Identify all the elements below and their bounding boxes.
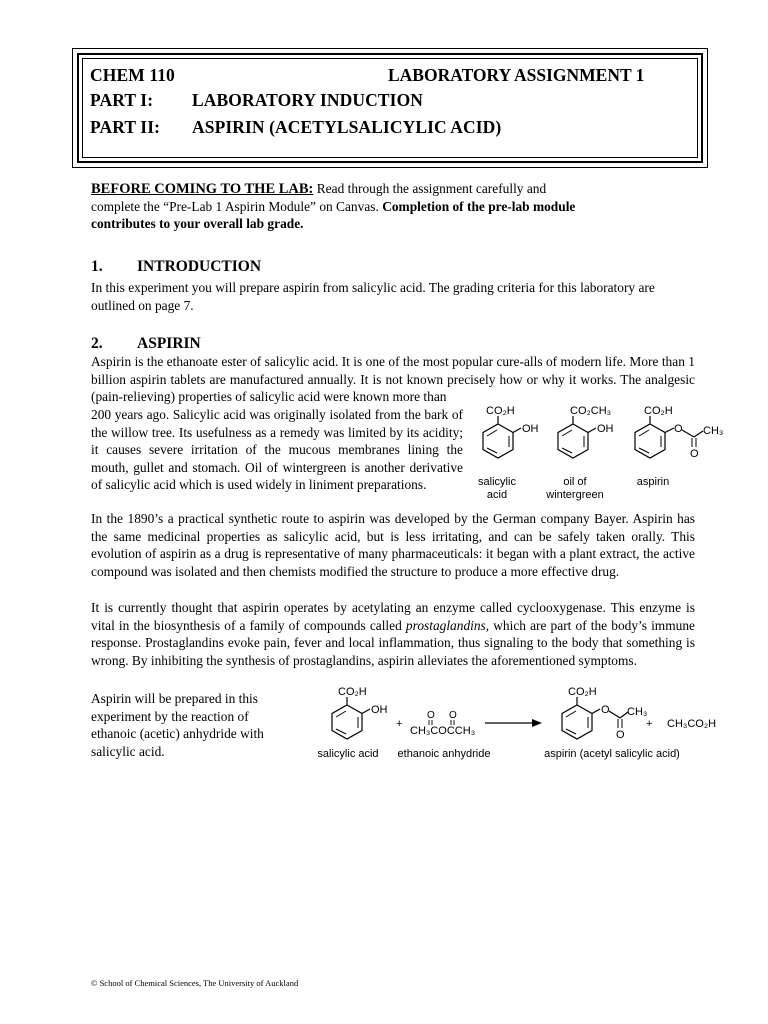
assignment-title: LABORATORY ASSIGNMENT 1 xyxy=(388,65,645,85)
salicylic-label-2: acid xyxy=(486,489,508,501)
part1-title: LABORATORY INDUCTION xyxy=(192,90,424,110)
rxn-asp-co2h: CO₂H xyxy=(568,686,597,698)
footer-copyright: © School of Chemical Sciences, The University of Auckland xyxy=(91,978,299,988)
section1-title: INTRODUCTION xyxy=(137,258,262,275)
plus-sign-2: + xyxy=(646,718,653,730)
aspirin-para3 xyxy=(91,599,695,669)
course-code: CHEM 110 xyxy=(90,65,175,85)
aspirin-structure xyxy=(635,405,723,488)
before-lab-title: BEFORE COMING TO THE LAB: xyxy=(91,181,314,197)
section2-number: 2. xyxy=(91,335,103,352)
part1-label: PART I: xyxy=(90,90,154,110)
part2-label: PART II: xyxy=(90,117,161,137)
before-lab-text1: Read through the assignment carefully and xyxy=(316,181,547,196)
section1-text: In this experiment you will prepare aspirin from salicylic acid. The grading criteria for this laboratory are outlined on page 7. xyxy=(91,280,655,313)
asp-o-label: O xyxy=(674,423,683,435)
wintergreen-label-2: wintergreen xyxy=(546,489,604,501)
para3-end: , which are part of the body’s immune response. Prostaglandins evoke pain, fever and local inflammation, thus signaling to the body that something is wrong. By inhibiting the synthesis of prostaglandins, aspirin alleviates the aforementioned symptoms. xyxy=(91,617,695,668)
aspirin-para1-top: Aspirin is the ethanoate ester of salicylic acid. It is one of the most popular cure-alls of modern life. More than 1 billion aspirin tablets are manufactured annually. It is not known precisely how or why it works. The analgesic (pain-relieving) properties of salicylic acid were known more than xyxy=(91,354,695,405)
before-lab-line1 xyxy=(91,181,546,198)
anhydride-o2: O xyxy=(449,710,457,721)
acetic-acid: CH₃CO₂H xyxy=(667,718,717,730)
rxn-label-aspirin: aspirin (acetyl salicylic acid) xyxy=(544,748,680,760)
anhydride-o1: O xyxy=(427,710,435,721)
wint-co2ch3-label: CO₂CH₃ xyxy=(570,405,612,417)
rxn-asp-carbonyl-o: O xyxy=(616,729,625,741)
sal-co2h-label: CO₂H xyxy=(486,405,515,417)
reactant-salicylic-acid xyxy=(317,686,387,760)
rxn-asp-o: O xyxy=(601,704,610,716)
section1-number: 1. xyxy=(91,258,103,275)
wint-oh-label: OH xyxy=(597,423,614,435)
aspirin-para1-wrap: 200 years ago. Salicylic acid was originally isolated from the bark of the willow tree. Its usefulness as a remedy was limited by its acidity; it causes severe irritation of the mucous membranes lining the mouth, gullet and stomach. Oil of wintergreen is another derivative of salicylic acid which is used widely in liniment preparations. xyxy=(91,407,463,493)
reaction-scheme xyxy=(310,683,760,768)
anhydride-formula: CH₃COCCH₃ xyxy=(410,725,476,737)
before-lab-line2 xyxy=(91,199,575,215)
prostaglandins-term: prostaglandins xyxy=(405,617,486,633)
rxn-label-salicylic: salicylic acid xyxy=(317,748,379,760)
part2-title: ASPIRIN (ACETYLSALICYLIC ACID) xyxy=(192,117,502,137)
rxn-sal-co2h: CO₂H xyxy=(338,686,367,698)
before-lab-text2: complete the “Pre-Lab 1 Aspirin Module” on Canvas. xyxy=(91,199,379,214)
asp-carbonyl-o: O xyxy=(690,448,699,460)
aspirin-para4: Aspirin will be prepared in this experiment by the reaction of ethanoic (acetic) anhydride with salicylic acid. xyxy=(91,691,264,759)
asp-co2h-label: CO₂H xyxy=(644,405,673,417)
sal-oh-label: OH xyxy=(522,423,539,435)
wintergreen-label-1: oil of xyxy=(563,476,587,488)
arrow-head xyxy=(532,719,542,727)
plus-sign-1: + xyxy=(396,718,403,730)
section1-heading xyxy=(91,258,261,276)
para3-start: It is currently thought that aspirin operates by acetylating an enzyme called cyclooxygenase. This enzyme is vital in the biosynthesis of a family of compounds called xyxy=(91,600,695,633)
aspirin-label: aspirin xyxy=(636,476,670,488)
aspirin-para2: In the 1890’s a practical synthetic route to aspirin was developed by the German company Bayer. Aspirin has the same medicinal properties as salicylic acid, but is less irritating, and can be safely taken orally. This evolution of aspirin as a drug is representative of many pharmaceuticals: it began with a plant extract, the active compound was isolated and then chemists modified the structure to produce a more effective drug. xyxy=(91,511,695,579)
rxn-asp-ch3: CH₃ xyxy=(627,706,648,718)
section2-title: ASPIRIN xyxy=(137,335,201,352)
section2-heading xyxy=(91,335,201,353)
before-lab-bold3: contributes to your overall lab grade. xyxy=(91,216,304,231)
structures-diagram xyxy=(470,400,740,505)
rxn-label-anhydride: ethanoic anhydride xyxy=(397,748,491,760)
asp-ch3-label: CH₃ xyxy=(703,425,724,437)
salicylic-label-1: salicylic xyxy=(478,476,516,488)
salicylic-acid-structure xyxy=(478,405,539,501)
part2-heading xyxy=(90,117,501,138)
product-aspirin xyxy=(544,686,680,760)
reactant-anhydride xyxy=(398,710,491,760)
rxn-sal-oh: OH xyxy=(371,704,388,716)
part1-heading xyxy=(90,90,423,111)
before-lab-bold2: Completion of the pre-lab module xyxy=(382,199,576,214)
wintergreen-structure xyxy=(545,405,613,501)
